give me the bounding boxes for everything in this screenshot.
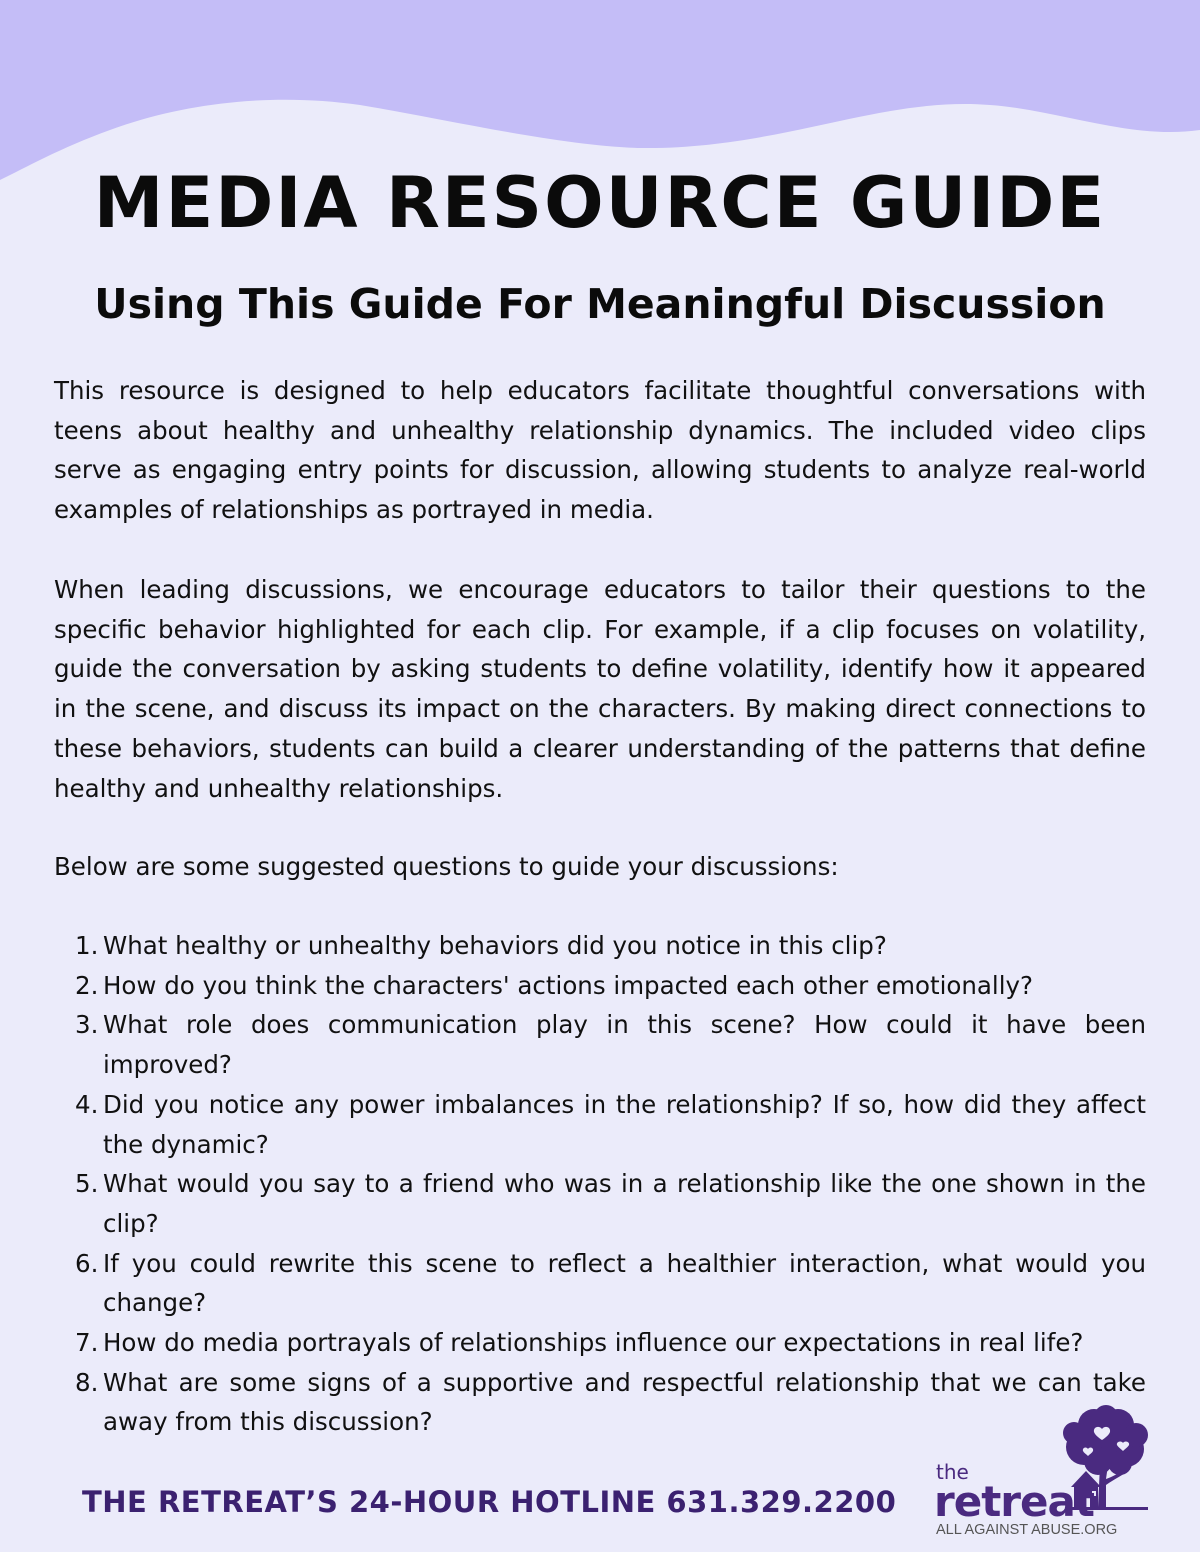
question-number: 4. xyxy=(75,1089,99,1119)
instructions-paragraph: When leading discussions, we encourage educators to tailor their questions to the specific behavior highlighted for each clip. For example, if a clip focuses on volatility, guide the conversation by asking students to define volatility, identify how it appeared in the scene, and discuss its impact on the characters. By making direct connections to these behaviors, students can build a clearer understanding of the patterns that define healthy and unhealthy relationships. xyxy=(54,575,1146,803)
list-item xyxy=(75,966,1146,1006)
page-title: MEDIA RESOURCE GUIDE xyxy=(93,162,1107,244)
logo-tagline: ALL AGAINST ABUSE.ORG xyxy=(936,1522,1118,1538)
question-text: How do media portrayals of relationships influence our expectations in real life? xyxy=(103,1328,1084,1358)
list-item xyxy=(75,926,1146,966)
question-text: What healthy or unhealthy behaviors did you notice in this clip? xyxy=(103,931,887,960)
question-list xyxy=(0,926,1200,1442)
question-number: 5. xyxy=(75,1169,99,1199)
question-text: If you could rewrite this scene to reflect a healthier interaction, what would you change? xyxy=(103,1248,1146,1318)
intro-paragraph: This resource is designed to help educators facilitate thoughtful conversations with teens about healthy and unhealthy relationship dynamics. The included video clips serve as engaging entry points for discussion, allowing students to analyze real-world examples of relationships as portrayed in media. xyxy=(54,376,1146,525)
logo-name: retreat xyxy=(934,1477,1094,1526)
page-subtitle: Using This Guide For Meaningful Discussion xyxy=(94,280,1106,328)
question-text: What role does communication play in this scene? How could it have been improved? xyxy=(103,1010,1146,1080)
question-text: What are some signs of a supportive and respectful relationship that we can take away from this discussion? xyxy=(103,1367,1146,1437)
question-number: 7. xyxy=(75,1328,99,1358)
hotline-text: THE RETREAT’S 24-HOUR HOTLINE 631.329.2200 xyxy=(82,1485,897,1519)
question-number: 1. xyxy=(75,931,99,960)
question-number: 3. xyxy=(75,1010,99,1040)
logo-the: the xyxy=(936,1460,969,1484)
retreat-logo xyxy=(928,1405,1158,1540)
list-item xyxy=(75,1323,1146,1363)
list-item xyxy=(75,1164,1146,1243)
question-text: Did you notice any power imbalances in the relationship? If so, how did they affect the dynamic? xyxy=(103,1089,1146,1159)
question-number: 6. xyxy=(75,1248,99,1278)
list-item xyxy=(75,1085,1146,1164)
question-text: What would you say to a friend who was in a relationship like the one shown in the clip? xyxy=(103,1169,1146,1238)
list-item xyxy=(75,1244,1146,1323)
list-item xyxy=(75,1005,1146,1084)
question-number: 2. xyxy=(75,970,99,1000)
question-number: 8. xyxy=(75,1367,99,1397)
questions-intro: Below are some suggested questions to guide your discussions: xyxy=(54,852,839,881)
question-text: How do you think the characters' actions impacted each other emotionally? xyxy=(103,970,1034,1000)
